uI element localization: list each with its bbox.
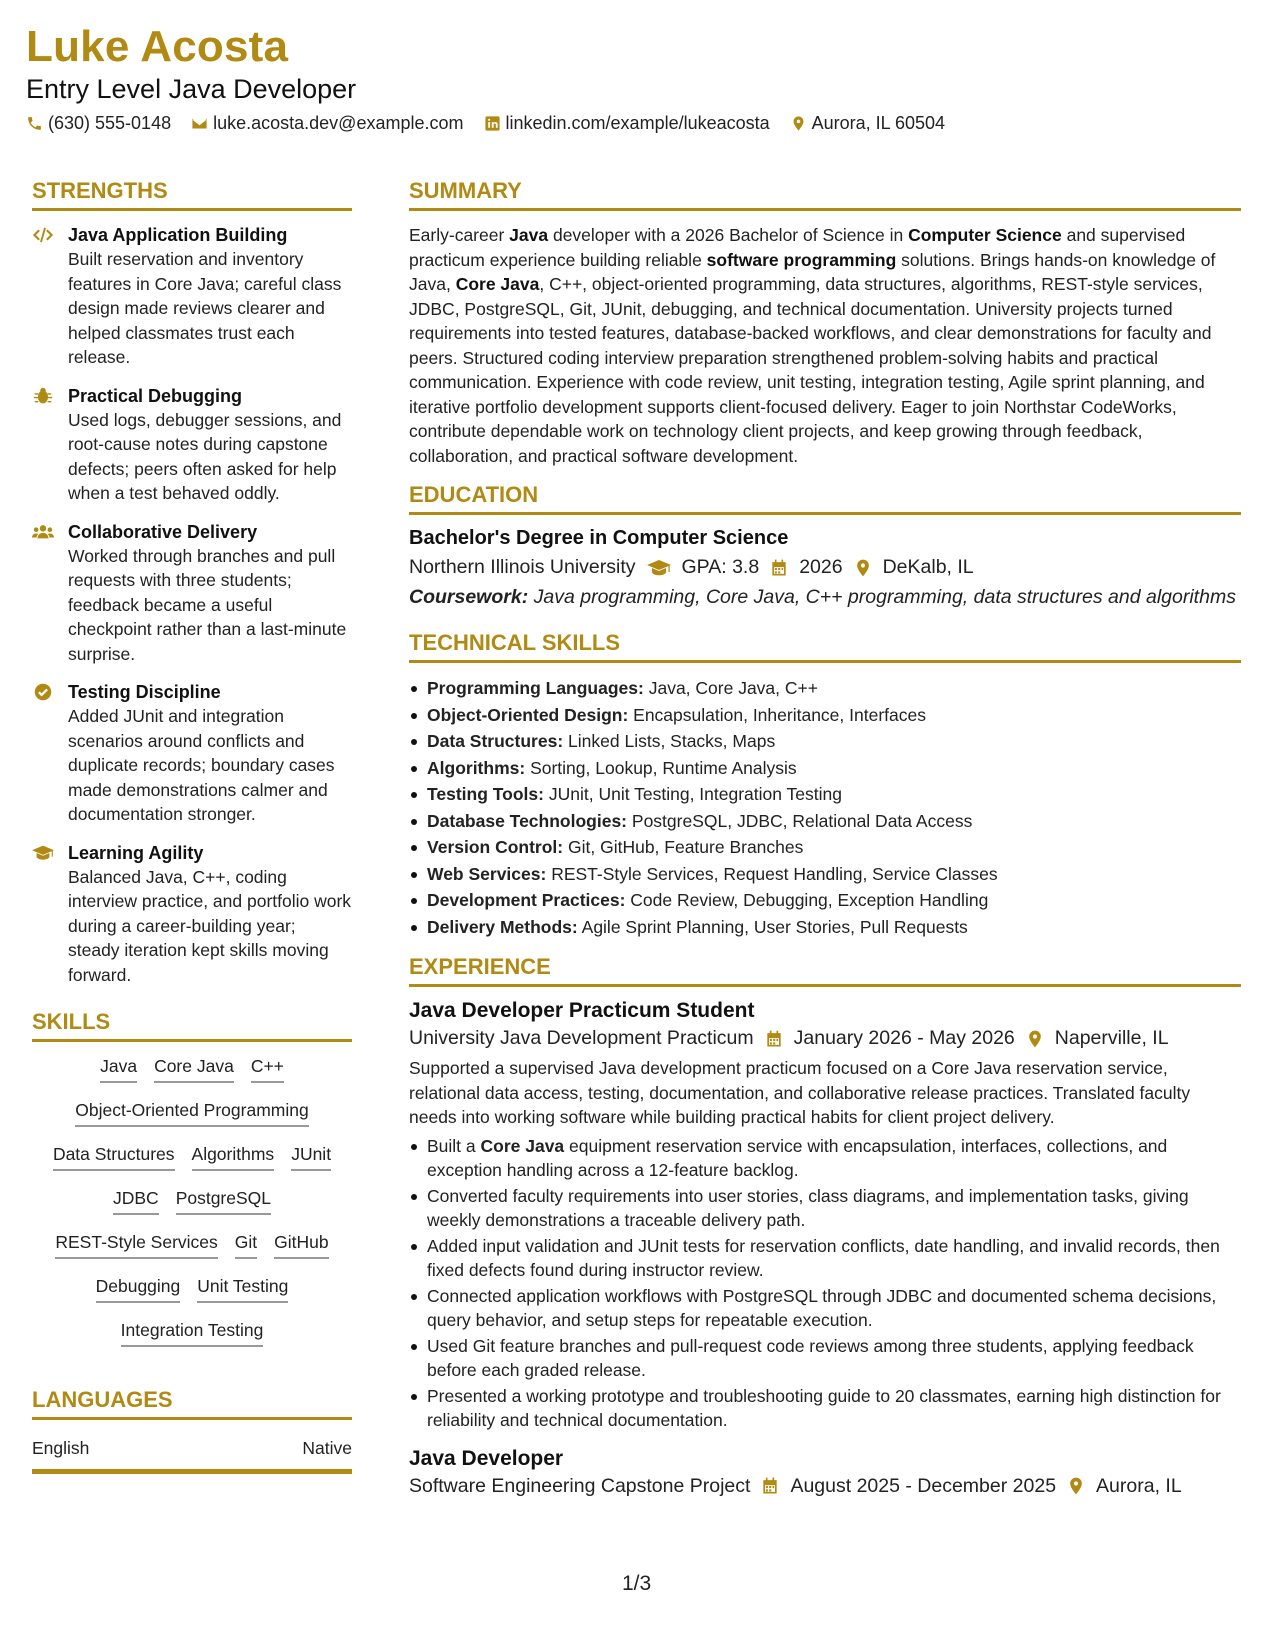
tech-skill-value: JUnit, Unit Testing, Integration Testing — [548, 784, 842, 804]
coursework-label: Coursework: — [409, 586, 529, 608]
bug-icon — [32, 386, 54, 406]
tech-skill-label: Development Practices: — [427, 890, 626, 910]
summary-seg: solutions. Brings hands-on knowledge of Java, — [409, 249, 1216, 294]
language-level: Native — [302, 1438, 352, 1458]
skills-row — [32, 1142, 352, 1171]
contact-location — [790, 113, 945, 134]
language-name: English — [32, 1438, 90, 1458]
summary-seg: , C++, object-oriented programming, data structures, algorithms, REST-style services, JDBC, PostgreSQL, Git, JUnit, debugging, and technical documentation. University projects turned requirements into tested features, database-backed workflows, and clear demonstrations for faculty and peers. Structured coding interview preparation strengthened problem-solving habits and practical communication. Experience with code review, unit testing, integration testing, Agile sprint planning, and iterative portfolio development supports client-focused delivery. Eager to join Northstar CodeWorks, contribute dependable work on technology client projects, and keep growing through feedback, collaboration, and practical software development. — [409, 274, 1212, 466]
code-icon — [32, 225, 54, 245]
experience-entry — [409, 999, 1241, 1433]
contact-linkedin[interactable] — [484, 113, 770, 134]
job-bullet: Converted faculty requirements into user stories, class diagrams, and implementation tasks, giving weekly demonstrations a traceable delivery path. — [409, 1184, 1241, 1233]
job-dates: August 2025 - December 2025 — [790, 1474, 1057, 1497]
strength-item — [32, 384, 352, 506]
strength-item — [32, 223, 352, 370]
linkedin-text: linkedin.com/example/lukeacosta — [505, 113, 770, 133]
map-pin-icon — [790, 115, 807, 132]
skill-tag: Debugging — [96, 1274, 181, 1303]
summary-bold: Java — [509, 225, 549, 245]
strength-title: Collaborative Delivery — [68, 521, 258, 542]
strength-title: Practical Debugging — [68, 385, 243, 406]
summary-seg: and supervised practicum experience building reliable — [409, 225, 1186, 270]
tech-skill-label: Web Services: — [427, 863, 547, 884]
candidate-title: Entry Level Java Developer — [26, 74, 357, 104]
education-meta — [409, 556, 1241, 579]
tech-skill-item — [409, 914, 1241, 941]
experience-entry — [409, 1447, 1241, 1498]
skill-tag: Git — [235, 1230, 257, 1259]
tech-skill-label: Object-Oriented Design: — [427, 704, 629, 725]
contact-bar — [26, 113, 945, 134]
envelope-icon — [191, 115, 208, 132]
summary-bold: software programming — [706, 249, 897, 270]
job-bullet — [409, 1134, 1241, 1183]
job-dates: January 2026 - May 2026 — [793, 1027, 1015, 1049]
summary-bold: Core Java — [455, 274, 540, 294]
strength-desc: Added JUnit and integration scenarios around conflicts and duplicate records; boundary cases made demonstrations calmer and documentation stronger. — [68, 706, 335, 824]
skill-tag: JDBC — [113, 1186, 159, 1215]
map-pin-icon — [853, 558, 873, 578]
education-heading: EDUCATION — [409, 482, 1241, 515]
tech-skill-label: Delivery Methods: — [427, 916, 578, 937]
education-degree: Bachelor's Degree in Computer Science — [409, 527, 789, 549]
skill-tag: Object-Oriented Programming — [75, 1098, 308, 1127]
tech-skill-item — [409, 755, 1241, 782]
skill-tag: JUnit — [291, 1142, 331, 1171]
tech-skill-item — [409, 702, 1241, 729]
strength-desc: Balanced Java, C++, coding interview practice, and portfolio work during a career-building year; steady iteration kept skills moving forward. — [68, 866, 352, 985]
tech-skill-item — [409, 675, 1241, 702]
check-circle-icon — [32, 682, 54, 702]
education-year: 2026 — [799, 556, 843, 578]
map-pin-icon — [1025, 1029, 1045, 1049]
skill-tag: Core Java — [154, 1054, 234, 1083]
tech-skill-value: Sorting, Lookup, Runtime Analysis — [530, 757, 797, 778]
skill-tag: REST-Style Services — [55, 1230, 217, 1259]
education-coursework — [409, 585, 1241, 610]
candidate-name: Luke Acosta — [26, 22, 289, 71]
tech-skill-label: Algorithms: — [427, 757, 526, 778]
tech-skill-value: Encapsulation, Inheritance, Interfaces — [633, 704, 926, 725]
phone-icon — [26, 115, 43, 132]
page-number: 1/3 — [622, 1572, 652, 1595]
languages-heading: LANGUAGES — [32, 1387, 352, 1420]
tech-skill-label: Version Control: — [427, 837, 564, 857]
bullet-seg: Built a — [427, 1135, 481, 1156]
tech-skill-label: Database Technologies: — [427, 810, 628, 831]
contact-email[interactable] — [191, 113, 463, 134]
tech-skill-item — [409, 781, 1241, 808]
map-pin-icon — [1066, 1476, 1086, 1496]
job-bullet: Connected application workflows with PostgreSQL through JDBC and documented schema decisions, query behavior, and setup steps for repeatable execution. — [409, 1284, 1241, 1333]
skill-tag: Java — [100, 1054, 137, 1083]
job-meta — [409, 1027, 1241, 1050]
linkedin-icon — [484, 115, 501, 132]
bullet-seg: equipment reservation service with encapsulation, interfaces, collections, and exception handling across a 12-feature backlog. — [427, 1135, 1168, 1180]
email-text: luke.acosta.dev@example.com — [213, 113, 464, 133]
contact-phone[interactable] — [26, 113, 171, 134]
technical-skills-list — [409, 675, 1241, 940]
tech-skill-value: PostgreSQL, JDBC, Relational Data Access — [631, 810, 973, 831]
job-meta — [409, 1475, 1241, 1498]
skill-tag: C++ — [251, 1054, 284, 1083]
job-title: Java Developer Practicum Student — [409, 999, 755, 1022]
strengths-heading: STRENGTHS — [32, 178, 352, 211]
calendar-icon — [769, 558, 789, 578]
skill-tag: Data Structures — [53, 1142, 175, 1171]
strength-item — [32, 841, 352, 988]
summary-text — [409, 223, 1241, 468]
tech-skill-value: Code Review, Debugging, Exception Handling — [630, 890, 989, 910]
technical-skills-heading: TECHNICAL SKILLS — [409, 630, 1241, 663]
tech-skill-item — [409, 861, 1241, 888]
skill-tag: PostgreSQL — [176, 1186, 271, 1215]
summary-seg: developer with a 2026 Bachelor of Science in — [548, 225, 909, 245]
skills-heading: SKILLS — [32, 1009, 352, 1042]
tech-skill-item — [409, 887, 1241, 914]
location-text: Aurora, IL 60504 — [811, 113, 946, 133]
job-bullet: Added input validation and JUnit tests for reservation conflicts, date handling, and invalid records, then fixed defects found during instructor review. — [409, 1234, 1241, 1283]
experience-heading: EXPERIENCE — [409, 954, 1241, 987]
job-bullet: Used Git feature branches and pull-request code reviews among three students, applying feedback before each graded release. — [409, 1334, 1241, 1383]
coursework-text: Java programming, Core Java, C++ programming, data structures and algorithms — [533, 586, 1236, 608]
job-title: Java Developer — [409, 1446, 564, 1470]
education-location: DeKalb, IL — [882, 556, 974, 578]
calendar-icon — [760, 1476, 780, 1496]
tech-skill-item — [409, 834, 1241, 861]
skills-row — [32, 1098, 352, 1127]
job-org: Software Engineering Capstone Project — [409, 1474, 751, 1497]
job-intro: Supported a supervised Java development practicum focused on a Core Java reservation service, relational data access, testing, documentation, and collaborative release practices. Translated faculty needs into working software while building practical habits for client project delivery. — [409, 1058, 1191, 1127]
strength-title: Java Application Building — [68, 225, 288, 245]
strength-title: Learning Agility — [68, 842, 204, 863]
left-column — [32, 178, 352, 1474]
phone-text: (630) 555-0148 — [48, 113, 172, 133]
strength-desc: Worked through branches and pull requests with three students; feedback became a useful checkpoint rather than a last-minute surprise. — [68, 545, 347, 664]
right-column — [409, 178, 1241, 1498]
calendar-icon — [764, 1029, 784, 1049]
skills-row — [32, 1054, 352, 1083]
job-location: Aurora, IL — [1096, 1474, 1182, 1497]
job-bullet: Presented a working prototype and troubleshooting guide to 20 classmates, earning high distinction for reliability and technical documentation. — [409, 1384, 1241, 1433]
skills-list — [32, 1054, 352, 1347]
job-bullets — [409, 1134, 1241, 1433]
tech-skill-label: Programming Languages: — [427, 678, 644, 698]
skill-tag: Unit Testing — [197, 1274, 288, 1303]
tech-skill-item — [409, 728, 1241, 755]
bullet-bold: Core Java — [480, 1135, 565, 1156]
tech-skill-item — [409, 808, 1241, 835]
tech-skill-label: Data Structures: — [427, 731, 564, 751]
users-icon — [32, 522, 54, 542]
skill-tag: GitHub — [274, 1230, 328, 1259]
summary-heading: SUMMARY — [409, 178, 1241, 211]
tech-skill-value: REST-Style Services, Request Handling, Service Classes — [551, 863, 998, 884]
skills-row — [32, 1318, 352, 1347]
skills-row — [32, 1230, 352, 1259]
job-org: University Java Development Practicum — [409, 1027, 754, 1049]
tech-skill-value: Agile Sprint Planning, User Stories, Pull Requests — [581, 916, 968, 937]
graduation-cap-icon — [32, 843, 54, 863]
language-row — [32, 1432, 352, 1474]
strength-title: Testing Discipline — [68, 682, 221, 702]
summary-seg: Early-career — [409, 225, 510, 245]
skill-tag: Algorithms — [192, 1142, 275, 1171]
tech-skill-value: Git, GitHub, Feature Branches — [568, 837, 804, 857]
strength-item — [32, 520, 352, 667]
skills-row — [32, 1186, 352, 1215]
education-gpa: GPA: 3.8 — [681, 556, 760, 578]
strength-item — [32, 680, 352, 827]
education-school: Northern Illinois University — [409, 556, 636, 578]
tech-skill-value: Linked Lists, Stacks, Maps — [568, 731, 776, 751]
graduation-cap-icon — [646, 558, 672, 578]
summary-bold: Computer Science — [908, 225, 1062, 245]
tech-skill-value: Java, Core Java, C++ — [648, 678, 818, 698]
skill-tag: Integration Testing — [121, 1318, 264, 1347]
skills-row — [32, 1274, 352, 1303]
strength-desc: Used logs, debugger sessions, and root-cause notes during capstone defects; peers often asked for help when a test behaved oddly. — [68, 409, 342, 503]
tech-skill-label: Testing Tools: — [427, 784, 544, 804]
job-location: Naperville, IL — [1054, 1027, 1169, 1049]
strength-desc: Built reservation and inventory features in Core Java; careful class design made reviews clearer and helped classmates trust each release. — [68, 249, 342, 367]
